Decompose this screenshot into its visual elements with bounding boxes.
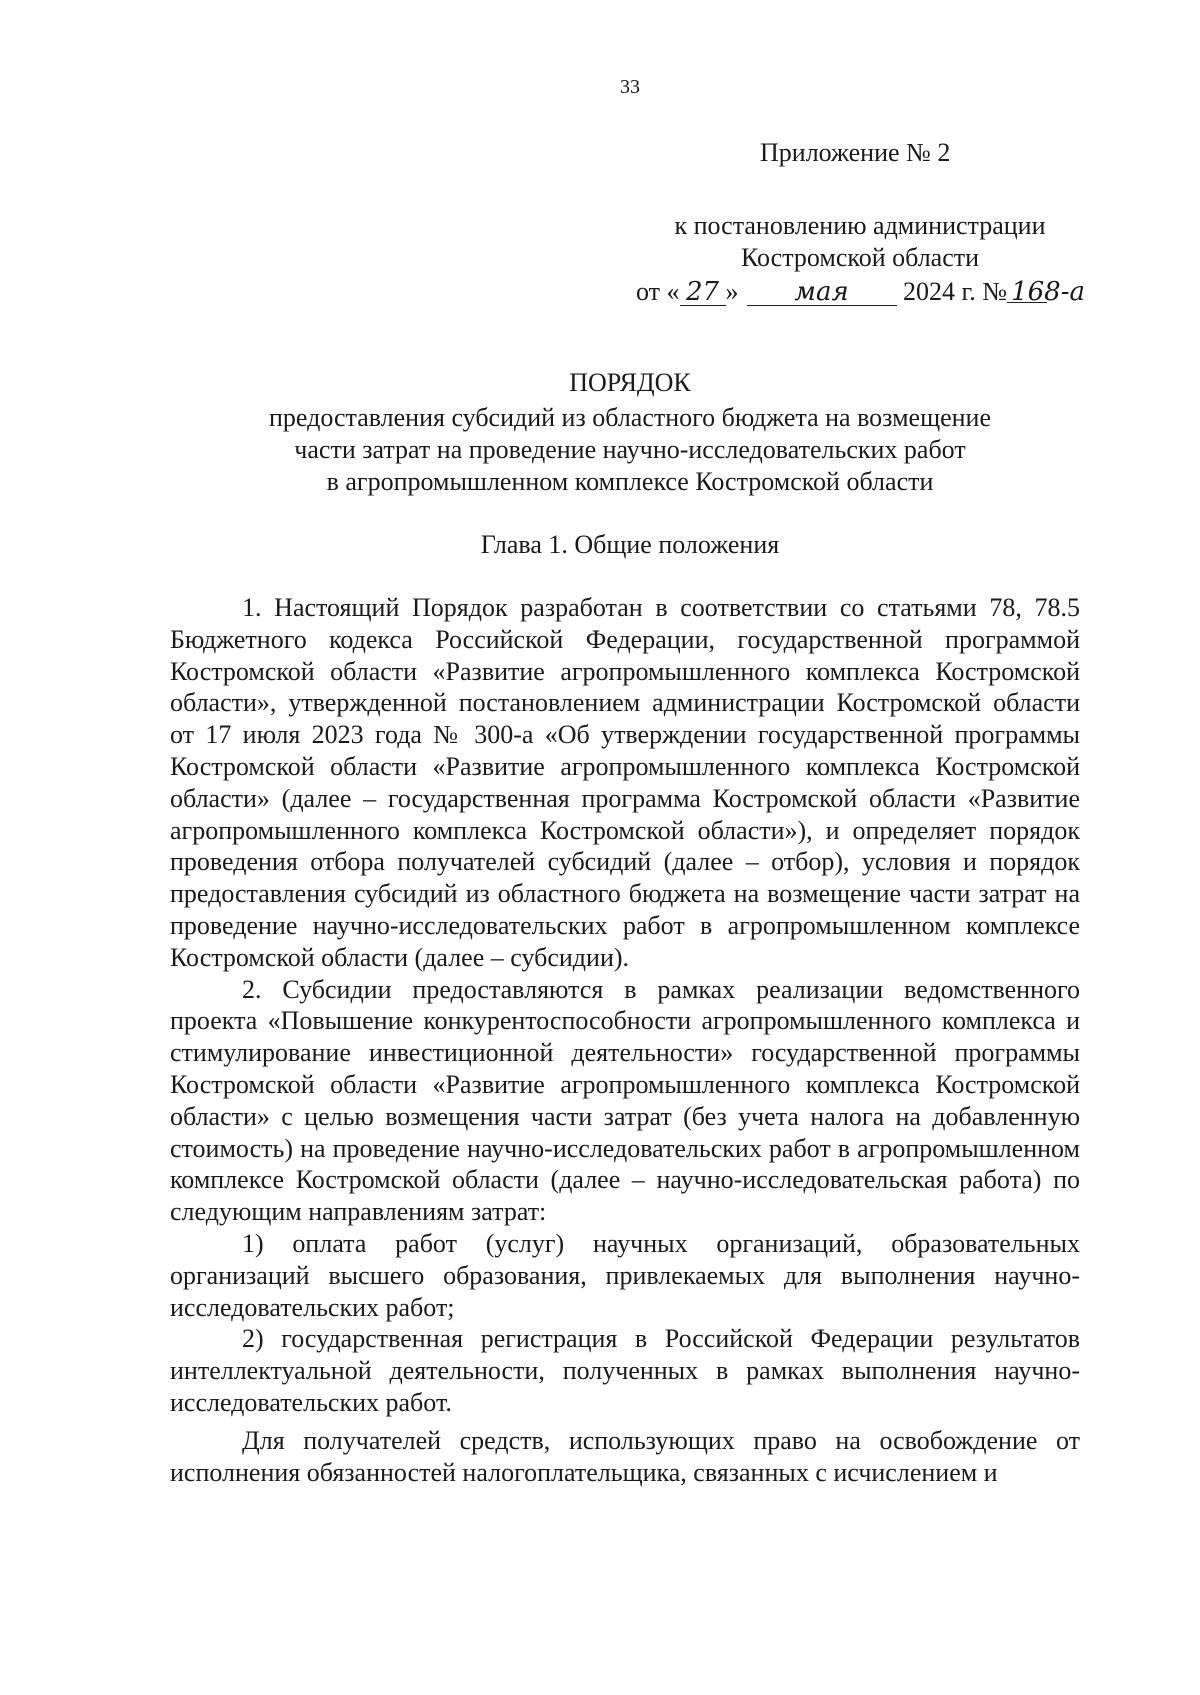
- paragraph-3: 1) оплата работ (услуг) научных организаций, образовательных организаций высшего образования, привлекаемых для выполнения научно-исследовательских работ;: [170, 1228, 1080, 1322]
- paragraph-4: 2) государственная регистрация в Российской Федерации результатов интеллектуальной деятельности, полученных в рамках выполнения научно-исследовательских работ.: [170, 1324, 1080, 1417]
- date-prefix: от «: [636, 277, 680, 306]
- document-body: [170, 592, 1080, 1488]
- document-title: ПОРЯДОК: [569, 368, 691, 397]
- chapter-heading: Глава 1. Общие положения: [480, 530, 780, 559]
- subtitle-line-3: в агропромышленном комплексе Костромской области: [326, 467, 934, 496]
- subtitle-line-1: предоставления субсидий из областного бюджета на возмещение: [268, 403, 991, 432]
- subtitle-line-2: части затрат на проведение научно-исследовательских работ: [294, 435, 966, 464]
- handwritten-day: 27: [680, 279, 726, 306]
- document-subtitle: [0, 402, 1200, 498]
- date-mid: »: [725, 277, 739, 306]
- page-number: 33: [620, 76, 640, 98]
- year-text: 2024 г. №: [903, 277, 1008, 306]
- decree-line-2: Костромской области: [740, 243, 980, 272]
- handwritten-month: мая: [747, 279, 897, 306]
- decree-date-line: [636, 276, 1111, 308]
- decree-line-1: к постановлению администрации: [674, 211, 1046, 240]
- paragraph-5: Для получателей средств, использующих право на освобождение от исполнения обязанностей налогоплательщика, связанных с исчислением и: [170, 1425, 1080, 1487]
- decree-reference: [640, 210, 1080, 274]
- paragraph-1: 1. Настоящий Порядок разработан в соответствии со статьями 78, 78.5 Бюджетного кодекса Российской Федерации, государственной программой Костромской области «Развитие агропромышленного комплекса Костромской области», утвержденной постановлением администрации Костромской области от 17 июля 2023 года № 300-а «Об утверждении государственной программы Костромской области «Развитие агропромышленного комплекса Костромской области» (далее – государственная программа Костромской области «Развитие агропромышленного комплекса Костромской области»), и определяет порядок проведения отбора получателей субсидий (далее – отбор), условия и порядок предоставления субсидий из областного бюджета на возмещение части затрат на проведение научно-исследовательских работ в агропромышленном комплексе Костромской области (далее – субсидии).: [170, 593, 1080, 972]
- paragraph-2: 2. Субсидии предоставляются в рамках реализации ведомственного проекта «Повышение конкурентоспособности агропромышленного комплекса и стимулирование инвестиционной деятельности» государственной программы Костромской области «Развитие агропромышленного комплекса Костромской области» с целью возмещения части затрат (без учета налога на добавленную стоимость) на проведение научно-исследовательских работ в агропромышленном комплексе Костромской области (далее – научно-исследовательская работа) по следующим направлениям затрат:: [170, 974, 1080, 1227]
- handwritten-decree-number: 168-а: [1007, 279, 1111, 305]
- appendix-label: Приложение № 2: [760, 138, 951, 167]
